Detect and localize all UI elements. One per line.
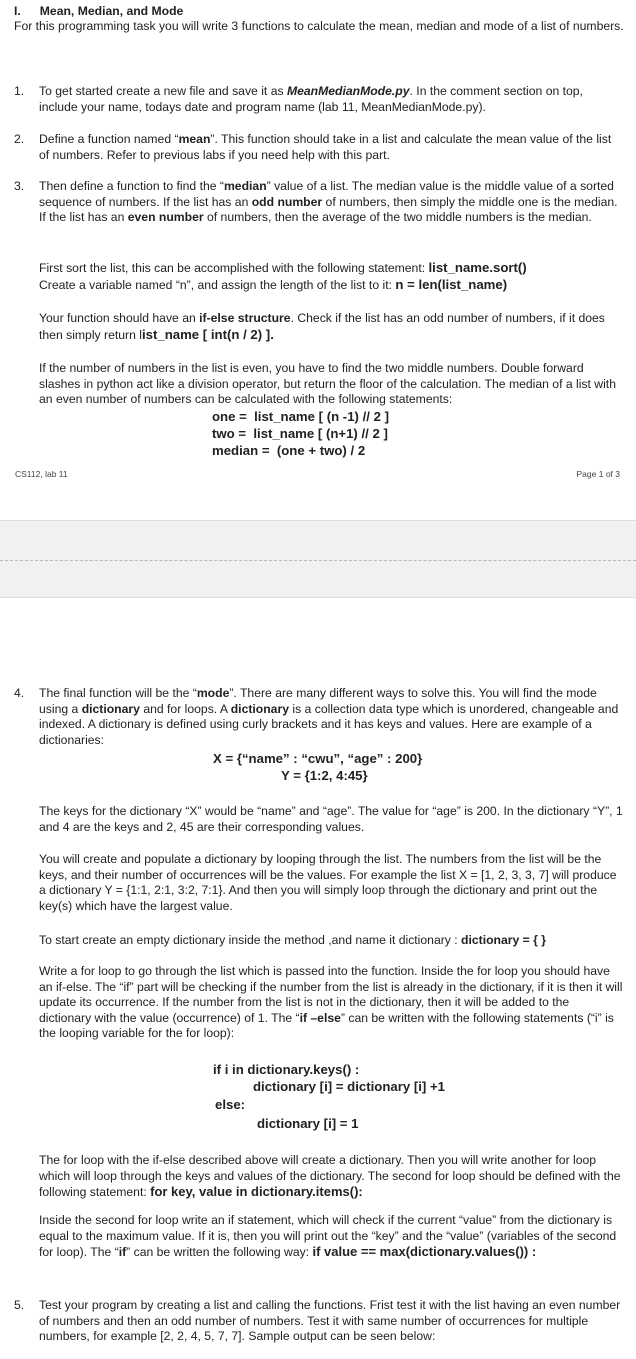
code-two: two = list_name [ (n+1) // 2 ] bbox=[212, 426, 388, 441]
code-median: median = (one + two) / 2 bbox=[212, 443, 366, 458]
empty-dict-paragraph: To start create an empty dictionary inside the method ,and name it dictionary : dictionary = { } bbox=[39, 933, 547, 947]
len-statement: n = len(list_name) bbox=[395, 276, 508, 292]
page-break bbox=[0, 520, 636, 598]
item-1-text: To get started create a new file and save it as MeanMedianMode.py. In the comment section on top, include your name, todays date and program name (lab 11, MeanMedianMode.py). bbox=[39, 84, 583, 114]
footer-course: CS112, lab 11 bbox=[15, 469, 68, 479]
code-one: one = list_name [ (n -1) // 2 ] bbox=[212, 409, 389, 424]
even-paragraph: If the number of numbers in the list is even, you have to find the two middle numbers. Double forward slashes in python act like a division operator, but return the floor of the calculation. The median of a list with an even number of numbers can be calculated with the following statements: bbox=[39, 361, 616, 407]
code-else: else: bbox=[215, 1097, 246, 1112]
item-5-text: Test your program by creating a list and calling the functions. Frist test it with the list having an even number of numbers and then an odd number of numbers. Test it with same number of occurrences for multiple numbers, for example [2, 2, 4, 5, 7, 7]. Sample output can be seen below: bbox=[39, 1298, 621, 1344]
max-value-statement: if value == max(dictionary.values()) : bbox=[312, 1244, 537, 1260]
item-2-text: Define a function named “mean”. This function should take in a list and calculate the mean value of the list of numbers. Refer to previous labs if you need help with this part. bbox=[39, 132, 612, 162]
if-max-paragraph: Inside the second for loop write an if statement, which will check if the current “value” from the dictionary is equal to the maximum value. If it is, then you will print out the “key” and the “value” (variables of the second for loop). The “if” can be written the following way: if value == max(dictionary.values()) : bbox=[39, 1213, 617, 1260]
footer-page-number: Page 1 of 3 bbox=[576, 469, 620, 479]
second-loop-paragraph: The for loop with the if-else described above will create a dictionary. Then you will write another for loop which will loop through the keys and values of the dictionary. The second for loop should be defined with the following statement: for key, value in dictionary.items(): bbox=[39, 1153, 621, 1200]
code-if: if i in dictionary.keys() : bbox=[213, 1062, 360, 1077]
item-number-3: 3. bbox=[14, 179, 25, 193]
document-page-2 bbox=[0, 598, 636, 1359]
page-break-line bbox=[0, 560, 636, 561]
return-statement: ist_name [ int(n / 2) ]. bbox=[141, 326, 274, 342]
for-loop-paragraph: Write a for loop to go through the list which is passed into the function. Inside the for loop you should have an if-else. The “if” part will be checking if the number from the list is already in the dictionary, if it is then it will update its occurrence. If the number from the list is not in the dictionary, then it will be added to the dictionary with the value (occurrence) of 1. The “if –else” can be written with the following statements (“i” is the looping variable for the for loop): bbox=[39, 964, 623, 1041]
section-heading bbox=[14, 4, 183, 20]
keys-paragraph: The keys for the dictionary “X” would be “name” and “age”. The value for “age” is 200. In the dictionary “Y”, 1 and 4 are the keys and 2, 45 are their corresponding values. bbox=[39, 804, 623, 834]
mean-keyword: mean bbox=[178, 132, 211, 146]
item-4-text: The final function will be the “mode”. There are many different ways to solve this. You will find the mode using a dictionary and for loops. A dictionary is a collection data type which is unordered, changeable and indexed. A dictionary is defined using curly brackets and it has keys and values. Here are example of a dictionaries: bbox=[39, 686, 619, 747]
intro-paragraph: For this programming task you will write 3 functions to calculate the mean, median and mode of a list of numbers. bbox=[14, 19, 624, 33]
code-increment: dictionary [i] = dictionary [i] +1 bbox=[253, 1079, 445, 1094]
empty-dict-statement: dictionary = { } bbox=[461, 933, 547, 947]
code-dict-x: X = {“name” : “cwu”, “age” : 200} bbox=[213, 751, 423, 766]
item-number-4: 4. bbox=[14, 686, 25, 700]
items-loop-statement: for key, value in dictionary.items(): bbox=[150, 1184, 363, 1200]
section-title: Mean, Median, and Mode bbox=[39, 4, 184, 18]
document-page-1 bbox=[0, 0, 636, 520]
mode-keyword: mode bbox=[196, 686, 230, 700]
section-numeral: I. bbox=[14, 4, 21, 18]
code-dict-y: Y = {1:2, 4:45} bbox=[281, 768, 368, 783]
item-number-1: 1. bbox=[14, 84, 25, 98]
code-assign: dictionary [i] = 1 bbox=[257, 1116, 359, 1131]
item-3-text: Then define a function to find the “median” value of a list. The median value is the middle value of a sorted sequence of numbers. If the list has an odd number of numbers, then simply the middle one is the median. If the list has an even number of numbers, then the average of the two middle numbers is the median. bbox=[39, 179, 618, 225]
sort-statement: list_name.sort() bbox=[428, 260, 527, 275]
sort-paragraph: First sort the list, this can be accomplished with the following statement: list_name.sort() Create a variable named “n”, and assign the length of the list to it: n = len(list_name) bbox=[39, 260, 527, 292]
populate-paragraph: You will create and populate a dictionary by looping through the list. The numbers from the list will be the keys, and their number of occurrences will be the values. For example the list X = [1, 2, 3, 3, 7] will produce a dictionary Y = {1:1, 2:1, 3:2, 7:1}. And then you will simply loop through the dictionary and print out the key(s) which have the largest value. bbox=[39, 852, 617, 913]
median-keyword: median bbox=[223, 179, 267, 193]
odd-paragraph: Your function should have an if-else structure. Check if the list has an odd number of numbers, if it does then simply return list_name [ int(n / 2) ]. bbox=[39, 311, 605, 342]
item-number-2: 2. bbox=[14, 132, 25, 146]
filename: MeanMedianMode.py bbox=[286, 84, 410, 98]
item-number-5: 5. bbox=[14, 1298, 25, 1312]
